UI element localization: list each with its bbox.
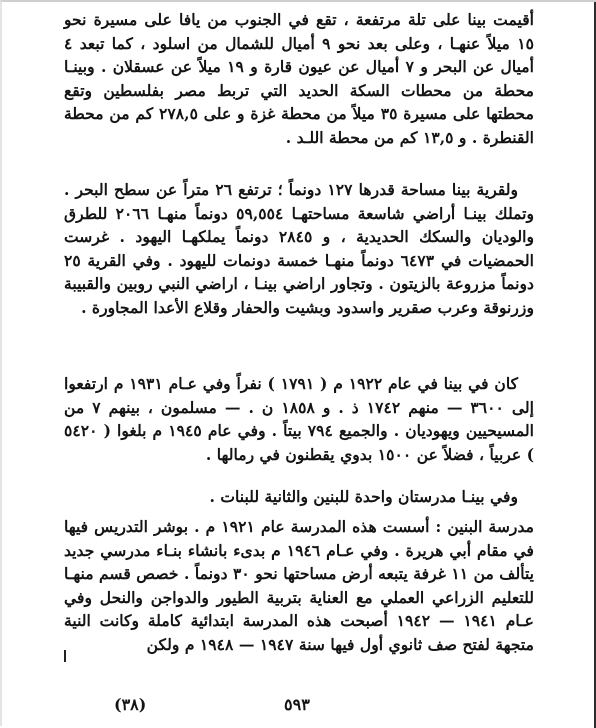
boys-school-heading: مدرسة البنين :: [435, 517, 534, 536]
paragraph-boys-school: [64, 515, 534, 656]
paragraph-land-text: ولقرية بينا مساحة قدرها ١٢٧ دونماً ؛ ترتفع ٢٦ متراً عن سطح البحر . وتملك بينـا أراضي شاسعة مساحتهـا ٥٩,٥٥٤ دونماً منهـا ٢٠٦٦ للطرق والوديان والسكك الحديدية ، و ٢٨٤٥ دونماً يملكهـا اليهود . غرست الحمضيات في ٦٤٧٣ دونماً منهـا خمسة دونمات لليهود . وفي القرية ٢٥ دونماً مزروعة بالزيتون . وتجاور اراضي بينـا ، اراضي النبي روبين والقبيبة وزرنوقة وعرب صقرير واسدود وبشيت والحفار وقلاع الأعدا المجاورة .: [64, 180, 534, 317]
paragraph-land: [64, 178, 534, 319]
paragraph-schools-text: وفي بينـا مدرستان واحدة للبنين والثانية للبنات .: [209, 487, 518, 506]
paragraph-population-text: كان في بينا في عام ١٩٢٢ م ( ١٧٩١ ) نفراً وفي عـام ١٩٣١ م ارتفعوا إلى ٣٦٠٠ — منهم ١٧٤٢ ذ . و ١٨٥٨ ن . — مسلمون ، بينهم ٧ من المسيحيين ويهوديان . والجميع ٧٩٤ بيتاً . وفي عام ١٩٤٥ م بلغوا ( ٥٤٢٠ ) عربياً ، فضلاً عن ١٥٠٠ بدوي يقطنون في رمالها .: [64, 374, 534, 464]
paragraph-schools: [64, 485, 534, 509]
paragraph-population: [64, 372, 534, 466]
paragraph-location: [64, 8, 534, 149]
page-number: ٥٩٣: [284, 695, 310, 714]
paragraph-boys-school-text: أسست هذه المدرسة عام ١٩٢١ م . بوشر التدريس فيها في مقام أبي هريرة . وفي عـام ١٩٤٦ م بدىء بانشاء بنـاء مدرسي جديد يتألف من ١١ غرفة يتبعه أرض مساحتها نحو ٣٠ دونماً . خصص قسم منهـا للتعليم الزراعي العملي مع العناية بتربية الطيور والدواجن والنحل وفي عـام ١٩٤١ — ١٩٤٢ أصبحت هذه المدرسة ابتدائية كاملة وكانت النية متجهة لفتح صف ثانوي أول فيها سنة ١٩٤٧ — ١٩٤٨ م ولكن: [64, 517, 534, 654]
paragraph-location-text: أقيمت بينا على تلة مرتفعة ، تقع في الجنوب من يافا على مسيرة نحو ١٥ ميلاً عنهـا ، وعلى بعد نحو ٩ أميال للشمال من اسلود ، كما تبعد ٤ أميال عن البحر و ٧ أميال عن عيون قارة و ١٩ ميلاً عن عسقلان . وبينـا محطة من محطات السكة الحديد التي تربط مصر بفلسطين وتقع محطتها على مسيرة ٣٥ ميلاً من محطة غزة و على ٢٧٨,٥ كم من محطة القنطرة . و ١٣,٥ كم من محطة اللـد .: [64, 10, 535, 147]
volume-number: (٣٨): [114, 695, 147, 714]
margin-mark: [64, 650, 66, 662]
paragraph-boys-school-body: [64, 515, 534, 656]
